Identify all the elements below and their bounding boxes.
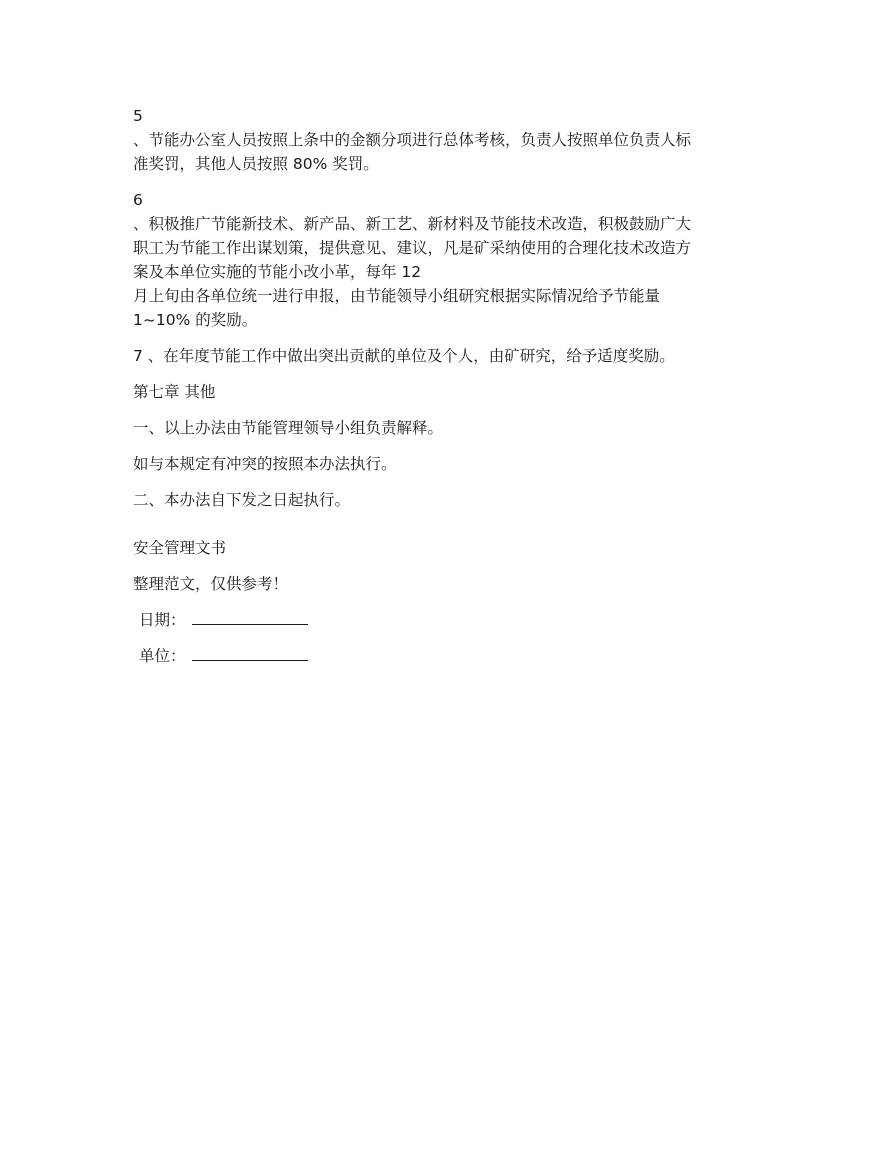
unit-field <box>139 644 773 668</box>
footer-doc-type <box>133 536 773 560</box>
item-6-line-2: 职工为节能工作出谋划策，提供意见、建议，凡是矿采纳使用的合理化技术改造方 <box>133 239 692 257</box>
item-6-line-5: 1~10% 的奖励。 <box>133 311 258 329</box>
chapter-7-heading <box>133 380 773 404</box>
document-body <box>133 104 773 680</box>
chapter-7-para-3 <box>133 488 773 512</box>
item-5 <box>133 104 773 176</box>
date-field <box>139 608 773 632</box>
footer-note <box>133 572 773 596</box>
chapter-7-para-2-text: 如与本规定有冲突的按照本办法执行。 <box>133 455 397 473</box>
date-blank-line <box>192 608 308 625</box>
item-6 <box>133 188 773 332</box>
item-7 <box>133 344 773 368</box>
unit-blank-line <box>192 644 308 661</box>
item-6-number: 6 <box>133 191 143 209</box>
chapter-7-para-1 <box>133 416 773 440</box>
footer-note-text: 整理范文，仅供参考！ <box>133 575 289 593</box>
chapter-7-title: 第七章 其他 <box>133 383 216 401</box>
date-label: 日期： <box>139 611 186 629</box>
item-5-line-2: 准奖罚，其他人员按照 80% 奖罚。 <box>133 155 379 173</box>
item-6-line-3: 案及本单位实施的节能小改小革，每年 12 <box>133 263 422 281</box>
item-6-line-4: 月上旬由各单位统一进行申报，由节能领导小组研究根据实际情况给予节能量 <box>133 287 661 305</box>
unit-label: 单位： <box>139 647 186 665</box>
item-6-line-1: 、积极推广节能新技术、新产品、新工艺、新材料及节能技术改造，积极鼓励广大 <box>133 215 692 233</box>
chapter-7-para-2 <box>133 452 773 476</box>
chapter-7-para-1-text: 一、以上办法由节能管理领导小组负责解释。 <box>133 419 444 437</box>
item-5-line-1: 、节能办公室人员按照上条中的金额分项进行总体考核，负责人按照单位负责人标 <box>133 131 692 149</box>
item-7-text: 7 、在年度节能工作中做出突出贡献的单位及个人，由矿研究，给予适度奖励。 <box>133 347 675 365</box>
footer-doc-type-text: 安全管理文书 <box>133 539 227 557</box>
item-5-number: 5 <box>133 107 143 125</box>
chapter-7-para-3-text: 二、本办法自下发之日起执行。 <box>133 491 351 509</box>
